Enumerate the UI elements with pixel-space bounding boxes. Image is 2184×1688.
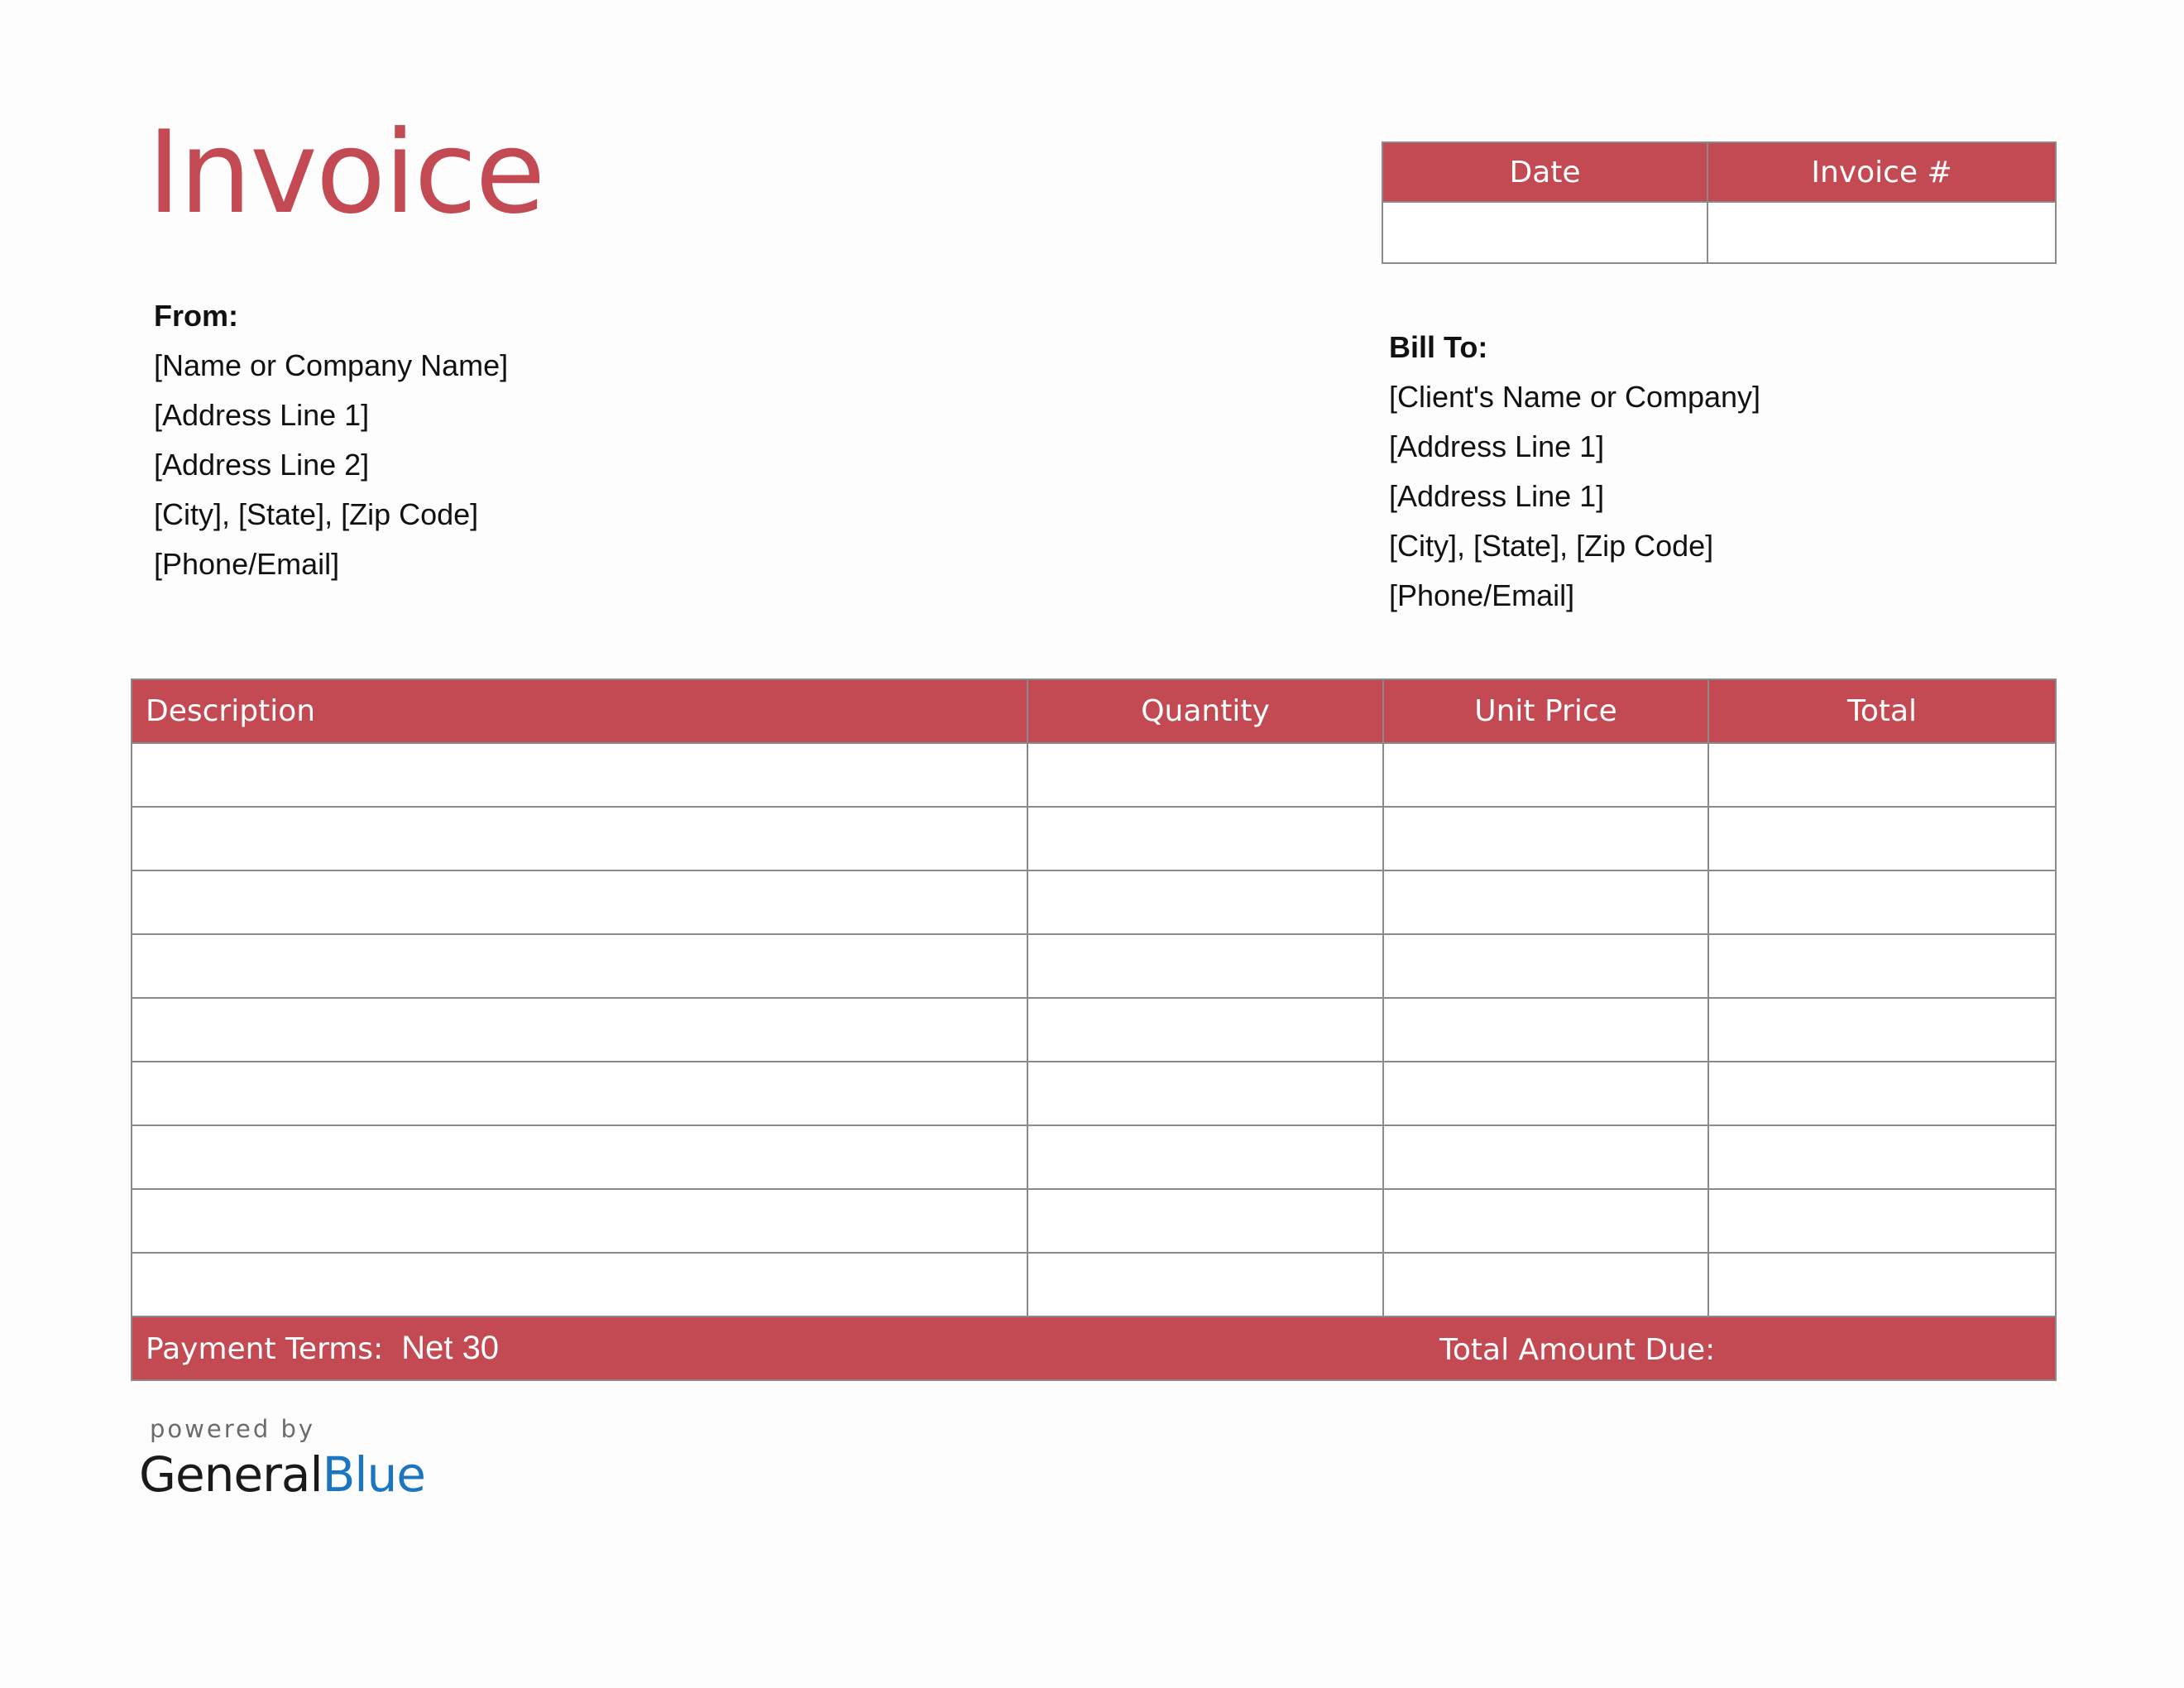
bill-to-address-block [1389,323,1760,621]
quantity-header: Quantity [1027,679,1383,743]
invoice-meta-table [1382,141,2057,264]
description-cell[interactable] [132,1253,1027,1316]
from-line[interactable]: [Address Line 2] [154,448,370,482]
unit-price-cell[interactable] [1383,1189,1708,1253]
unit-price-cell[interactable] [1383,1125,1708,1189]
total-cell[interactable] [1708,1189,2056,1253]
line-items-body [132,743,2056,1316]
table-row [132,1189,2056,1253]
quantity-cell[interactable] [1027,743,1383,807]
generalblue-logo [139,1446,425,1503]
unit-price-cell[interactable] [1383,1062,1708,1125]
description-cell[interactable] [132,1189,1027,1253]
unit-price-header: Unit Price [1383,679,1708,743]
table-row [132,934,2056,998]
date-header: Date [1382,142,1707,202]
payment-terms-value[interactable]: Net 30 [401,1330,500,1366]
quantity-cell[interactable] [1027,1125,1383,1189]
unit-price-cell[interactable] [1383,870,1708,934]
payment-terms-label: Payment Terms: [146,1332,384,1366]
bill-to-line[interactable]: [Client's Name or Company] [1389,380,1761,414]
description-cell[interactable] [132,1125,1027,1189]
quantity-cell[interactable] [1027,1189,1383,1253]
table-row [132,870,2056,934]
description-header: Description [132,679,1027,743]
bill-to-line[interactable]: [Address Line 1] [1389,429,1605,463]
from-address-block [154,291,508,589]
quantity-cell[interactable] [1027,807,1383,870]
brand-general: General [139,1446,323,1503]
unit-price-cell[interactable] [1383,934,1708,998]
footer-cell [132,1316,2056,1380]
date-field[interactable] [1382,202,1707,263]
bill-to-line[interactable]: [Phone/Email] [1389,578,1575,612]
total-cell[interactable] [1708,870,2056,934]
quantity-cell[interactable] [1027,934,1383,998]
description-cell[interactable] [132,998,1027,1062]
quantity-cell[interactable] [1027,1062,1383,1125]
table-row [132,1125,2056,1189]
from-line[interactable]: [Address Line 1] [154,398,370,432]
total-cell[interactable] [1708,1062,2056,1125]
bill-to-line[interactable]: [Address Line 1] [1389,479,1605,513]
quantity-cell[interactable] [1027,1253,1383,1316]
bill-to-heading: Bill To: [1389,330,1488,364]
invoice-number-header: Invoice # [1707,142,2056,202]
total-cell[interactable] [1708,934,2056,998]
table-row [132,743,2056,807]
invoice-number-field[interactable] [1707,202,2056,263]
table-row [132,998,2056,1062]
invoice-footer-row [132,1316,2056,1380]
unit-price-cell[interactable] [1383,743,1708,807]
total-cell[interactable] [1708,1125,2056,1189]
total-amount-due-label: Total Amount Due: [1439,1333,1716,1367]
quantity-cell[interactable] [1027,998,1383,1062]
brand-blue: Blue [322,1446,425,1503]
table-row [132,807,2056,870]
quantity-cell[interactable] [1027,870,1383,934]
unit-price-cell[interactable] [1383,998,1708,1062]
total-cell[interactable] [1708,743,2056,807]
table-row [132,1253,2056,1316]
total-cell[interactable] [1708,807,2056,870]
description-cell[interactable] [132,807,1027,870]
description-cell[interactable] [132,870,1027,934]
table-row [132,1062,2056,1125]
from-line[interactable]: [Phone/Email] [154,547,340,581]
from-line[interactable]: [City], [State], [Zip Code] [154,497,479,531]
total-header: Total [1708,679,2056,743]
total-cell[interactable] [1708,998,2056,1062]
from-line[interactable]: [Name or Company Name] [154,348,509,382]
unit-price-cell[interactable] [1383,1253,1708,1316]
invoice-title: Invoice [147,106,544,239]
total-cell[interactable] [1708,1253,2056,1316]
description-cell[interactable] [132,1062,1027,1125]
bill-to-line[interactable]: [City], [State], [Zip Code] [1389,529,1714,563]
powered-by-text: powered by [150,1415,316,1443]
description-cell[interactable] [132,934,1027,998]
description-cell[interactable] [132,743,1027,807]
from-heading: From: [154,299,238,333]
unit-price-cell[interactable] [1383,807,1708,870]
line-items-table [131,679,2057,1381]
